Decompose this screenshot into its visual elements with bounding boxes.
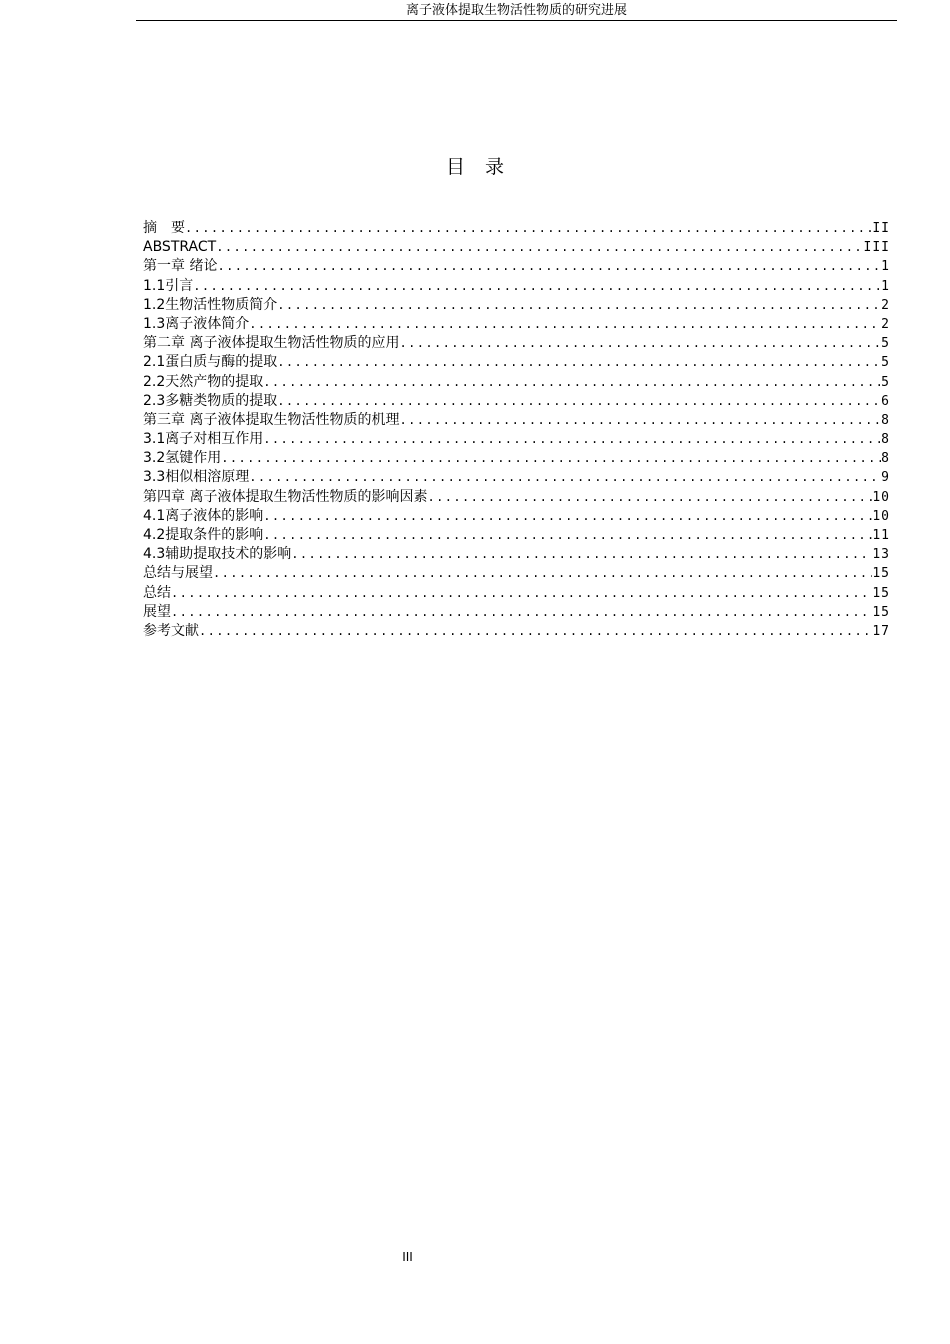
toc-entry-label: 1.3离子液体简介 xyxy=(143,315,250,332)
toc-entry[interactable] xyxy=(143,603,890,622)
dot-leader xyxy=(263,373,881,392)
dot-leader xyxy=(277,296,881,315)
toc-entry[interactable] xyxy=(143,526,890,545)
toc-entry-label: 第二章 离子液体提取生物活性物质的应用 xyxy=(143,335,400,352)
toc-entry[interactable] xyxy=(143,584,890,603)
toc-entry-page: 15 xyxy=(872,604,890,620)
toc-entry[interactable] xyxy=(143,373,890,392)
dot-leader xyxy=(171,603,872,622)
dot-leader xyxy=(249,315,881,334)
toc-entry-label: 2.1蛋白质与酶的提取 xyxy=(143,354,278,371)
toc-entry[interactable] xyxy=(143,219,890,238)
toc-entry-page: II xyxy=(872,221,890,236)
toc-entry[interactable] xyxy=(143,449,890,468)
dot-leader xyxy=(216,238,863,257)
toc-entry[interactable] xyxy=(143,334,890,353)
dot-leader xyxy=(217,257,881,276)
toc-entry-page: 8 xyxy=(881,451,890,467)
toc-entry-page: 5 xyxy=(881,336,890,352)
toc-entry-label: 4.2提取条件的影响 xyxy=(143,527,264,543)
dot-leader xyxy=(399,411,881,430)
toc-entry-label: 总结 xyxy=(143,584,171,601)
dot-leader xyxy=(263,526,872,545)
dot-leader xyxy=(263,430,881,449)
toc-entry[interactable] xyxy=(143,468,890,487)
table-of-contents xyxy=(143,219,890,641)
toc-entry-label: 第三章 离子液体提取生物活性物质的机理 xyxy=(143,411,400,428)
toc-entry[interactable] xyxy=(143,257,890,276)
toc-entry[interactable] xyxy=(143,507,890,526)
toc-entry[interactable] xyxy=(143,315,890,334)
toc-entry-label: 2.2天然产物的提取 xyxy=(143,373,264,390)
toc-entry-page: 11 xyxy=(872,528,890,543)
toc-entry[interactable] xyxy=(143,622,890,641)
toc-entry-page: 9 xyxy=(881,470,890,486)
toc-entry-page: 8 xyxy=(881,432,890,448)
toc-entry[interactable] xyxy=(143,564,890,583)
toc-entry-label: 3.3相似相溶原理 xyxy=(143,469,250,486)
toc-entry-label: 2.3多糖类物质的提取 xyxy=(143,392,278,409)
toc-entry[interactable] xyxy=(143,488,890,507)
toc-entry-page: 8 xyxy=(881,412,890,428)
toc-entry-page: 6 xyxy=(881,393,890,409)
toc-entry-page: 10 xyxy=(872,489,890,505)
dot-leader xyxy=(171,584,872,603)
dot-leader xyxy=(277,392,881,411)
running-header: 离子液体提取生物活性物质的研究进展 xyxy=(136,2,897,21)
toc-entry[interactable] xyxy=(143,545,890,564)
dot-leader xyxy=(399,334,881,353)
toc-entry-label: 摘 要 xyxy=(143,220,185,236)
toc-entry[interactable] xyxy=(143,296,890,315)
dot-leader xyxy=(263,507,872,526)
toc-entry-label: 3.2氢键作用 xyxy=(143,450,222,467)
toc-entry[interactable] xyxy=(143,392,890,411)
dot-leader xyxy=(277,353,881,372)
toc-entry-page: 15 xyxy=(872,585,890,601)
toc-entry-page: 2 xyxy=(881,297,890,313)
page-number: III xyxy=(402,1250,413,1264)
toc-entry-label: 4.1离子液体的影响 xyxy=(143,507,264,524)
dot-leader xyxy=(291,545,872,564)
toc-entry-page: 2 xyxy=(881,316,890,332)
toc-entry-page: 5 xyxy=(881,355,890,371)
toc-entry-page: 1 xyxy=(881,278,890,294)
toc-entry-label: 第四章 离子液体提取生物活性物质的影响因素 xyxy=(143,488,428,505)
toc-entry-label: ABSTRACT xyxy=(143,239,217,256)
toc-entry-label: 第一章 绪论 xyxy=(143,258,218,275)
toc-entry[interactable] xyxy=(143,430,890,449)
toc-entry-label: 4.3辅助提取技术的影响 xyxy=(143,546,292,563)
toc-entry-label: 1.1引言 xyxy=(143,277,194,294)
toc-entry-page: 13 xyxy=(872,547,890,563)
toc-entry-page: 10 xyxy=(872,508,890,524)
dot-leader xyxy=(193,277,881,296)
dot-leader xyxy=(427,488,872,507)
toc-title: 目录 xyxy=(445,156,524,178)
toc-entry[interactable] xyxy=(143,411,890,430)
dot-leader xyxy=(213,564,872,583)
toc-entry-page: 5 xyxy=(881,374,890,390)
toc-entry[interactable] xyxy=(143,353,890,372)
toc-entry[interactable] xyxy=(143,277,890,296)
toc-entry-page: 1 xyxy=(881,259,890,275)
dot-leader xyxy=(221,449,881,468)
dot-leader xyxy=(199,622,872,641)
toc-entry-label: 3.1离子对相互作用 xyxy=(143,431,264,448)
toc-entry-label: 总结与展望 xyxy=(143,565,213,582)
toc-entry-label: 展望 xyxy=(143,603,171,620)
toc-entry-label: 1.2生物活性物质简介 xyxy=(143,296,278,313)
toc-entry-page: III xyxy=(863,240,890,256)
toc-entry-label: 参考文献 xyxy=(143,622,199,639)
toc-entry[interactable] xyxy=(143,238,890,257)
dot-leader xyxy=(249,468,881,487)
toc-entry-page: 15 xyxy=(872,566,890,582)
toc-entry-page: 17 xyxy=(872,623,890,639)
dot-leader xyxy=(185,219,872,238)
